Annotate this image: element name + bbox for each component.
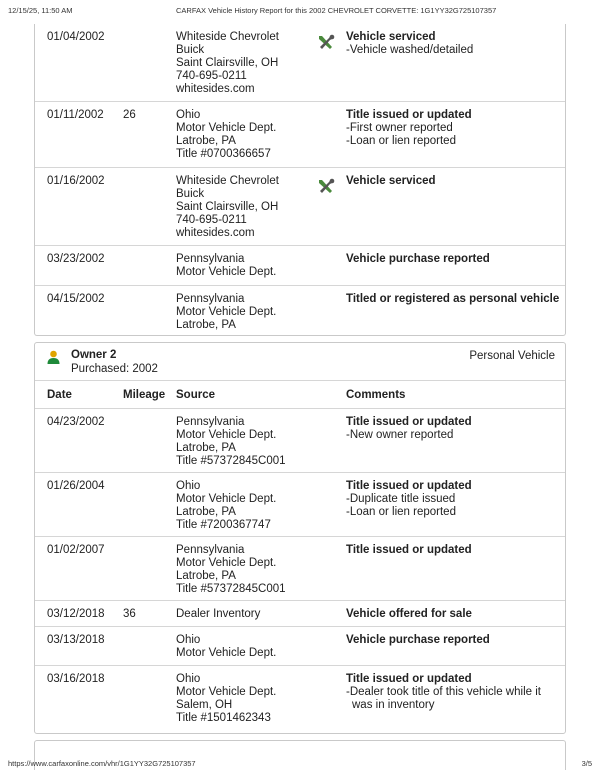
table-row [35, 246, 565, 286]
table-row [35, 666, 565, 732]
column-header-mileage: Mileage [123, 389, 166, 401]
record-date: 01/04/2002 [47, 31, 105, 43]
record-source: Ohio Motor Vehicle Dept. Latrobe, PA Title #7200367747 [176, 480, 277, 531]
comment-heading: Vehicle serviced [346, 175, 436, 187]
comment-heading: Vehicle purchase reported [346, 634, 490, 646]
record-source: Whiteside Chevrolet Buick Saint Clairsville, OH 740-695-0211 whitesides.com [176, 31, 279, 95]
record-comments [346, 634, 564, 647]
comment-heading: Title issued or updated [346, 480, 472, 492]
comment-heading: Titled or registered as personal vehicle [346, 293, 560, 305]
record-source: Pennsylvania Motor Vehicle Dept. Latrobe, PA Title #57372845C001 [176, 416, 286, 467]
table-row [35, 24, 565, 102]
table-row [35, 102, 565, 168]
record-source: Pennsylvania Motor Vehicle Dept. Latrobe, PA Title #57372845C001 [176, 544, 286, 595]
column-headers [35, 381, 565, 409]
record-comments [346, 608, 564, 621]
print-footer [8, 759, 592, 771]
column-header-source: Source [176, 389, 215, 401]
record-source: Whiteside Chevrolet Buick Saint Clairsville, OH 740-695-0211 whitesides.com [176, 175, 279, 239]
wrench-screwdriver-icon [316, 177, 336, 197]
record-date: 03/16/2018 [47, 673, 105, 685]
record-date: 03/23/2002 [47, 253, 105, 265]
comment-heading: Title issued or updated [346, 416, 472, 428]
owner1-history-card [34, 24, 566, 336]
record-date: 03/13/2018 [47, 634, 105, 646]
print-timestamp: 12/15/25, 11:50 AM [8, 6, 73, 15]
record-comments [346, 293, 564, 306]
owner-name: Owner 2 [71, 349, 117, 361]
column-header-comments: Comments [346, 389, 406, 401]
comment-heading: Vehicle purchase reported [346, 253, 490, 265]
comment-heading: Title issued or updated [346, 544, 472, 556]
record-date: 03/12/2018 [47, 608, 105, 620]
table-row [35, 409, 565, 473]
owner-purchased: Purchased: 2002 [71, 363, 158, 375]
page-number: 3/5 [581, 759, 592, 768]
column-header-date: Date [47, 389, 72, 401]
record-source: Pennsylvania Motor Vehicle Dept. [176, 253, 277, 278]
comment-heading: Title issued or updated [346, 673, 472, 685]
table-row [35, 537, 565, 601]
record-source: Pennsylvania Motor Vehicle Dept. Latrobe, PA [176, 293, 277, 331]
record-comments [346, 175, 564, 188]
table-row [35, 627, 565, 666]
record-date: 01/02/2007 [47, 544, 105, 556]
record-date: 01/26/2004 [47, 480, 105, 492]
record-comments: Title issued or updated -New owner reported [346, 416, 564, 442]
table-row [35, 601, 565, 627]
table-row [35, 473, 565, 537]
record-date: 01/11/2002 [47, 109, 104, 121]
print-header [8, 6, 592, 20]
record-source: Ohio Motor Vehicle Dept. Latrobe, PA Title #0700366657 [176, 109, 277, 160]
wrench-screwdriver-icon [316, 33, 336, 53]
record-comments: Title issued or updated -Dealer took title of this vehicle while it was in inventory [346, 673, 564, 712]
record-date: 04/23/2002 [47, 416, 105, 428]
table-row [35, 168, 565, 246]
owner-header [35, 343, 565, 381]
comment-heading: Vehicle serviced [346, 31, 436, 43]
owner2-history-card [34, 342, 566, 734]
record-comments [346, 253, 564, 266]
record-comments [346, 544, 564, 557]
print-title: CARFAX Vehicle History Report for this 2002 CHEVROLET CORVETTE: 1G1YY32G725107357 [176, 6, 497, 15]
record-source: Ohio Motor Vehicle Dept. Salem, OH Title #1501462343 [176, 673, 277, 724]
print-url: https://www.carfaxonline.com/vhr/1G1YY32G725107357 [8, 759, 196, 768]
record-source: Dealer Inventory [176, 608, 261, 620]
record-source: Ohio Motor Vehicle Dept. [176, 634, 277, 659]
owner-person-icon [47, 350, 60, 364]
comment-heading: Vehicle offered for sale [346, 608, 472, 620]
table-row [35, 286, 565, 334]
record-date: 04/15/2002 [47, 293, 105, 305]
record-comments: Title issued or updated -First owner reported -Loan or lien reported [346, 109, 564, 148]
record-comments: Vehicle serviced -Vehicle washed/detailed [346, 31, 564, 57]
record-date: 01/16/2002 [47, 175, 105, 187]
owner-vehicle-type: Personal Vehicle [469, 350, 555, 362]
record-comments: Title issued or updated -Duplicate title issued -Loan or lien reported [346, 480, 564, 519]
comment-heading: Title issued or updated [346, 109, 472, 121]
record-mileage: 26 [123, 109, 136, 121]
record-mileage: 36 [123, 608, 136, 620]
